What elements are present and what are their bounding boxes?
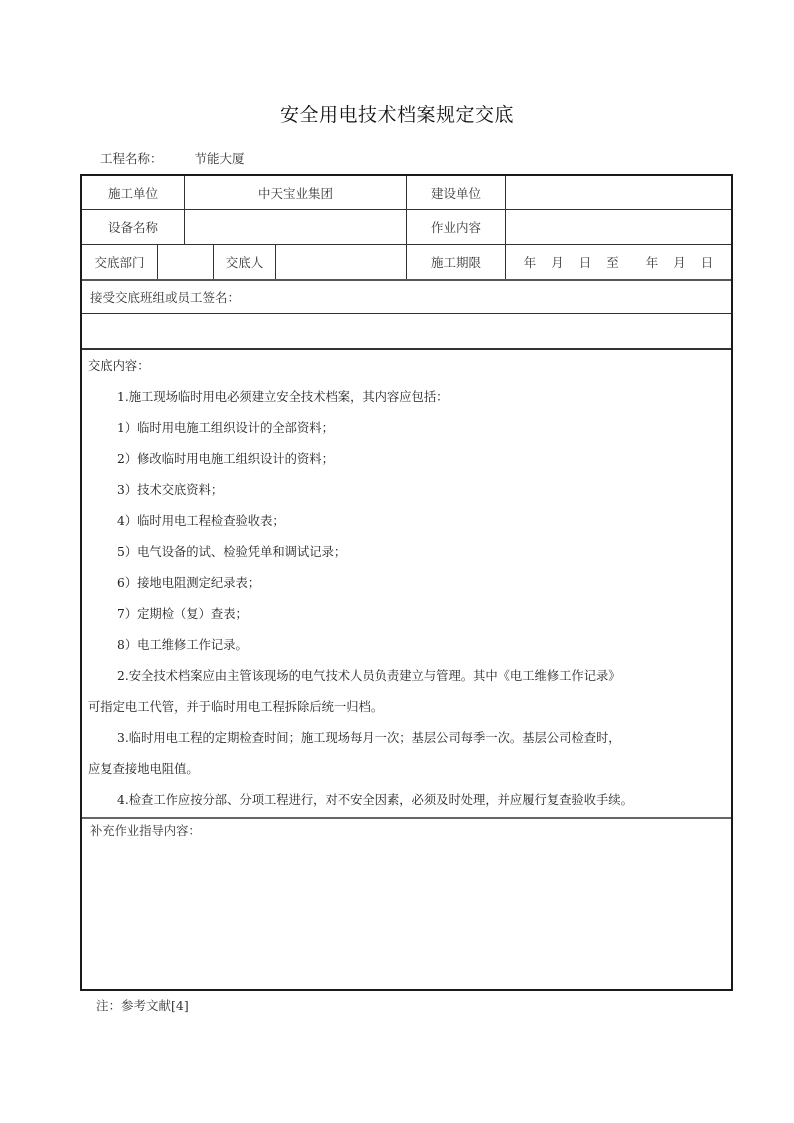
date-to: 至 xyxy=(606,255,619,270)
content-line: 5）电气设备的试、检验凭单和调试记录； xyxy=(117,545,347,559)
content-line: 8）电工维修工作记录。 xyxy=(117,638,248,652)
row-divider xyxy=(82,348,731,350)
project-name-row xyxy=(100,149,245,167)
work-content-label: 作业内容 xyxy=(430,220,481,235)
discloser-value[interactable] xyxy=(276,245,406,279)
content-line: 6）接地电阻测定纪录表； xyxy=(117,576,261,590)
footnote: 注：参考文献[4] xyxy=(96,998,189,1013)
disclosure-form-table xyxy=(80,174,733,991)
date-year-start: 年 xyxy=(523,255,537,270)
project-name-value: 节能大厦 xyxy=(194,151,245,166)
content-line: 3.临时用电工程的定期检查时间；施工现场每月一次；基层公司每季一次。基层公司检查时， xyxy=(117,731,621,745)
construction-period-label: 施工期限 xyxy=(430,255,481,270)
supplement-field[interactable] xyxy=(82,842,731,988)
equipment-name-label: 设备名称 xyxy=(107,220,158,235)
document-title: 安全用电技术档案规定交底 xyxy=(279,104,514,126)
owner-unit-value[interactable] xyxy=(506,176,731,210)
project-name-label: 工程名称： xyxy=(100,151,163,166)
equipment-name-value[interactable] xyxy=(185,210,406,244)
date-year-end: 年 xyxy=(645,255,659,270)
content-line: 可指定电工代管，并于临时用电工程拆除后统一归档。 xyxy=(88,700,384,714)
content-line: 1.施工现场临时用电必须建立安全技术档案，其内容应包括： xyxy=(117,390,449,404)
disclosure-dept-value[interactable] xyxy=(158,245,213,279)
content-line: 1）临时用电施工组织设计的全部资料； xyxy=(117,421,334,435)
content-line: 7）定期检（复）查表； xyxy=(117,607,248,621)
disclosure-dept-label: 交底部门 xyxy=(94,255,145,270)
discloser-label: 交底人 xyxy=(225,255,264,270)
signature-label: 接受交底班组或员工签名： xyxy=(90,290,241,305)
content-line: 2）修改临时用电施工组织设计的资料； xyxy=(117,452,334,466)
content-heading: 交底内容： xyxy=(88,359,150,373)
date-month-end: 月 xyxy=(673,255,686,270)
content-line: 应复查接地电阻值。 xyxy=(88,762,199,776)
construction-period-value[interactable] xyxy=(506,245,731,279)
row-divider xyxy=(82,817,731,819)
content-line: 4）临时用电工程检查验收表； xyxy=(117,514,285,528)
content-line: 4.检查工作应按分部、分项工程进行，对不安全因素，必须及时处理，并应履行复查验收手续。 xyxy=(117,793,633,807)
content-line: 3）技术交底资料； xyxy=(117,483,224,497)
construction-unit-label: 施工单位 xyxy=(107,186,158,201)
signature-field[interactable] xyxy=(82,314,731,348)
date-day-start: 日 xyxy=(578,255,592,270)
date-month-start: 月 xyxy=(551,255,564,270)
owner-unit-label: 建设单位 xyxy=(430,186,481,201)
content-line: 2.安全技术档案应由主管该现场的电气技术人员负责建立与管理。其中《电工维修工作记录》 xyxy=(117,669,621,683)
construction-unit-value[interactable]: 中天宝业集团 xyxy=(257,186,333,201)
date-day-end: 日 xyxy=(700,255,714,270)
work-content-value[interactable] xyxy=(506,210,731,244)
supplement-label: 补充作业指导内容： xyxy=(90,824,201,838)
